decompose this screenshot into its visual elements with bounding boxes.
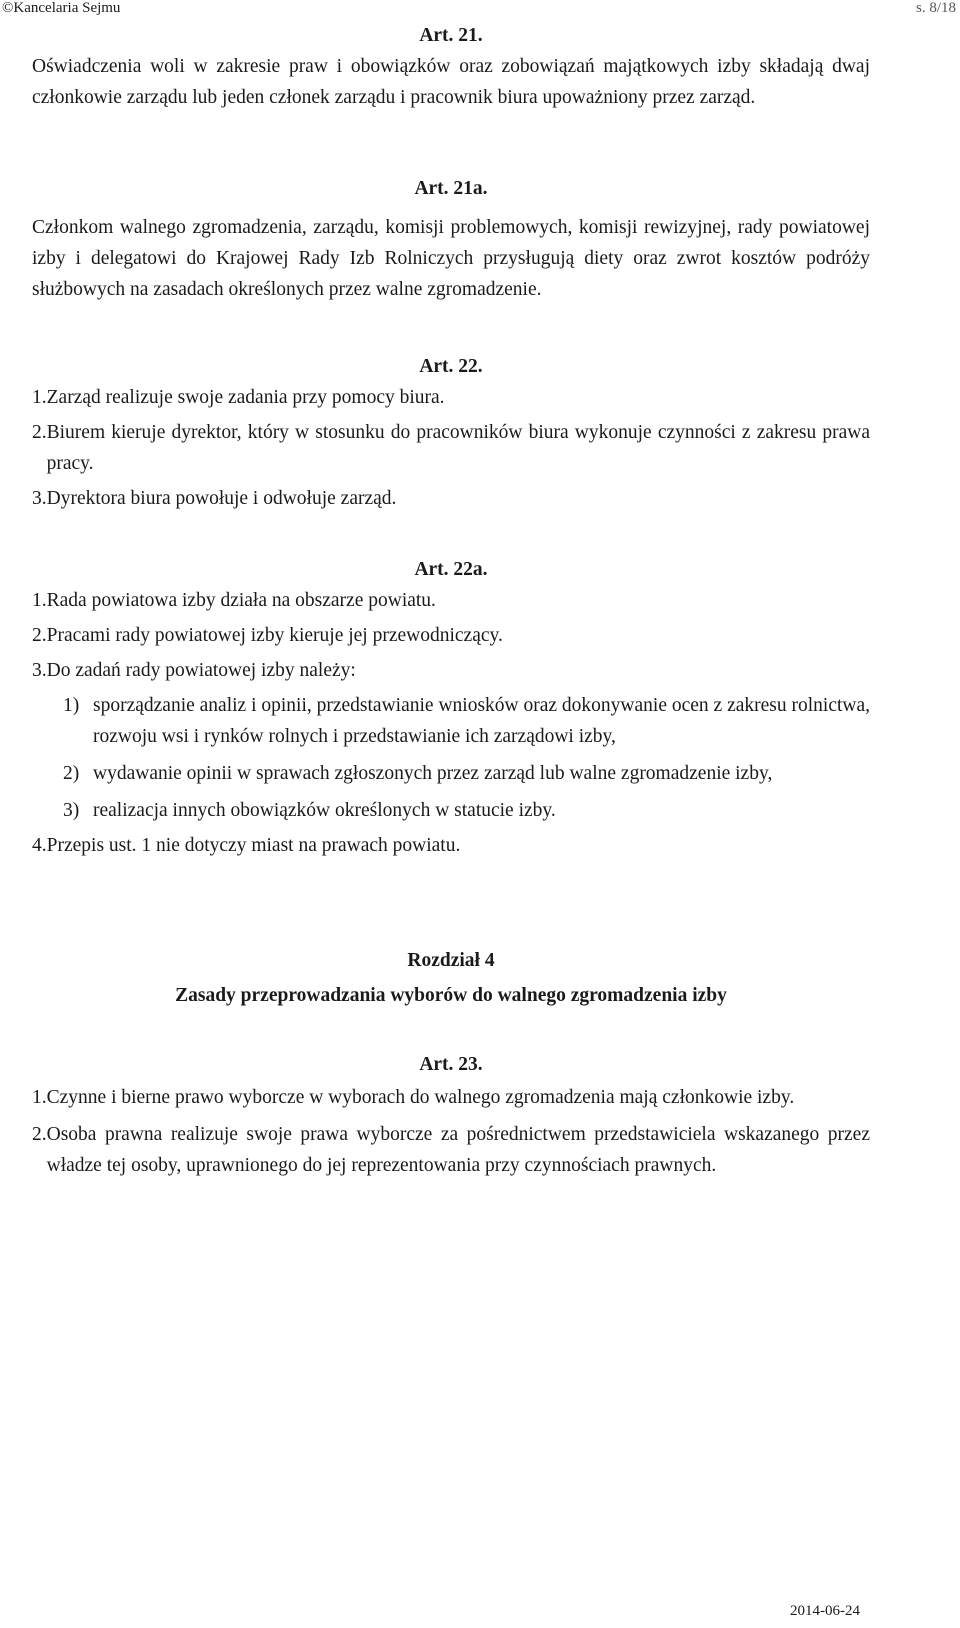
page-header (0, 0, 960, 20)
article-title: Art. 21a. (414, 178, 488, 199)
paragraph-item: 2. Osoba prawna realizuje swoje prawa wyborcze za pośrednictwem przedstawiciela wskazanego przez władze tej osoby, uprawnionego do jej reprezentowania przy czynnościach prawnych. (32, 1124, 870, 1176)
article-title: Art. 23. (419, 1054, 483, 1075)
article-title: Art. 21. (419, 25, 483, 46)
list-point: 2) wydawanie opinii w sprawach zgłoszonych przez zarząd lub walne zgromadzenie izby, (63, 763, 773, 784)
article-text: Członkom walnego zgromadzenia, zarządu, komisji problemowych, komisji rewizyjnej, rady powiatowej izby i delegatowi do Krajowej Rady Izb Rolniczych przysługują diety oraz zwrot kosztów podróży służbowych na zasadach określonych przez walne zgromadzenie. (32, 217, 870, 300)
copyright-label: ©Kancelaria Sejmu (2, 0, 121, 16)
article-title: Art. 22. (419, 356, 483, 377)
paragraph-item: 4. Przepis ust. 1 nie dotyczy miast na prawach powiatu. (32, 835, 461, 856)
list-point: 1) sporządzanie analiz i opinii, przedstawianie wniosków oraz dokonywanie ocen z zakresu rolnictwa, rozwoju wsi i rynków rolnych i przedstawianie ich zarządowi izby, (63, 695, 871, 747)
footer-date: 2014-06-24 (790, 1603, 860, 1619)
page-number: s. 8/18 (915, 0, 956, 16)
paragraph-item: 3. Do zadań rady powiatowej izby należy: (32, 660, 356, 681)
paragraph-item: 1. Czynne i bierne prawo wyborcze w wyborach do walnego zgromadzenia mają członkowie izby. (32, 1087, 795, 1108)
document-body (32, 20, 870, 1181)
article-title: Art. 22a. (414, 559, 488, 580)
paragraph-item: 2. Pracami rady powiatowej izby kieruje jej przewodniczący. (32, 625, 503, 646)
list-point: 3) realizacja innych obowiązków określonych w statucie izby. (63, 800, 556, 821)
article-text: Oświadczenia woli w zakresie praw i obowiązków oraz zobowiązań majątkowych izby składają dwaj członkowie zarządu lub jeden członek zarządu i pracownik biura upoważniony przez zarząd. (32, 56, 870, 108)
paragraph-item: 2. Biurem kieruje dyrektor, który w stosunku do pracowników biura wykonuje czynności z zakresu prawa pracy. (32, 422, 870, 474)
paragraph-item: 3. Dyrektora biura powołuje i odwołuje zarząd. (32, 488, 397, 509)
paragraph-item: 1. Rada powiatowa izby działa na obszarze powiatu. (32, 590, 436, 611)
chapter-title: Zasady przeprowadzania wyborów do walnego zgromadzenia izby (175, 985, 727, 1006)
paragraph-item: 1. Zarząd realizuje swoje zadania przy pomocy biura. (32, 387, 445, 408)
chapter-number: Rozdział 4 (407, 950, 495, 971)
